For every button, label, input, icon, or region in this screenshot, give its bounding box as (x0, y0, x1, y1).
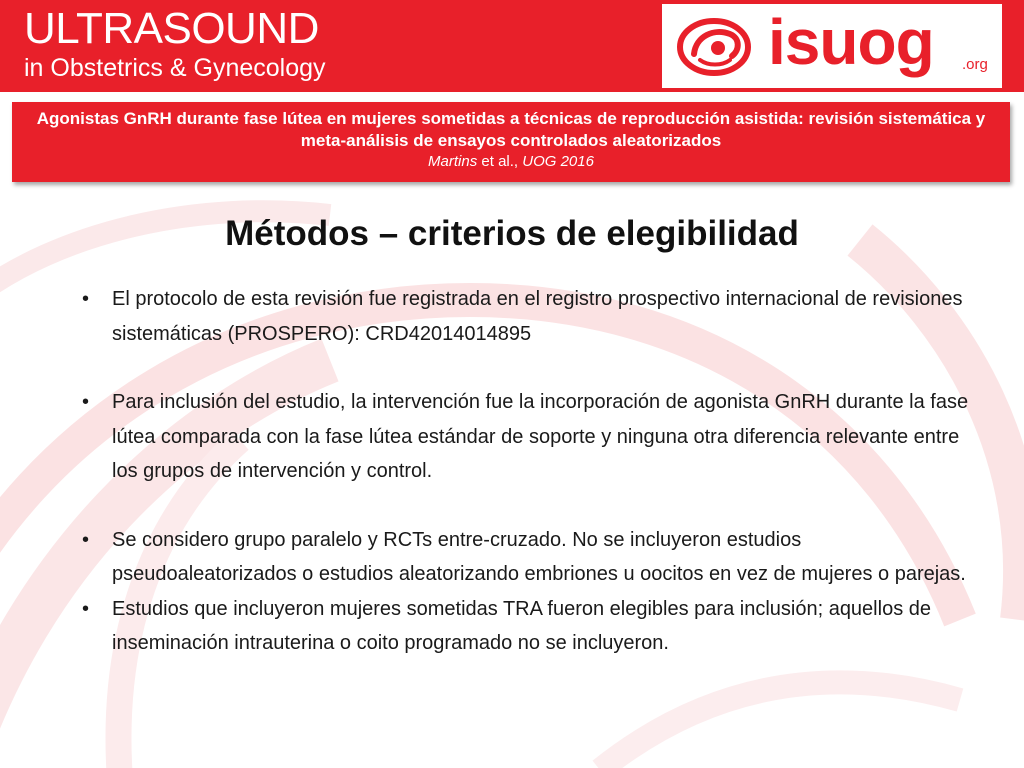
bullet-marker: • (82, 391, 90, 413)
citation-author: Martins (428, 153, 478, 170)
bullet-text: Estudios que incluyeron mujeres sometidas TRA fueron elegibles para inclusión; aquellos de inseminación intrauterina o coito programado no se incluyeron. (112, 597, 931, 654)
bullet-item-eligibility (70, 592, 970, 661)
isuog-mother-child-icon (674, 14, 756, 78)
isuog-logo-suffix: .org (962, 56, 988, 73)
bullet-item-prospero (70, 282, 970, 351)
bullet-item-study-design (70, 523, 970, 592)
bullet-list (70, 282, 970, 661)
bullet-marker: • (82, 597, 90, 620)
journal-header-bar (0, 0, 1024, 92)
citation-middle: et al., (477, 153, 523, 170)
isuog-logo[interactable] (662, 4, 1002, 88)
article-banner (12, 102, 1010, 182)
isuog-logo-text: isuog (768, 6, 934, 78)
section-heading: Métodos – criterios de elegibilidad (225, 214, 799, 253)
article-title: Agonistas GnRH durante fase lútea en mujeres sometidas a técnicas de reproducción asistida: revisión sistemática y meta-análisis de ensayos controlados aleatorizados (36, 109, 986, 150)
bullet-marker: • (82, 288, 90, 310)
bullet-marker: • (82, 528, 90, 551)
bullet-item-intervention (70, 385, 970, 489)
bullet-text: Para inclusión del estudio, la intervención fue la incorporación de agonista GnRH durante la fase lútea comparada con la fase lútea estándar de soporte y ninguna otra diferencia relevante entre los grupos de intervención y control. (112, 391, 969, 482)
bullet-text: El protocolo de esta revisión fue registrada en el registro prospectivo internacional de revisiones sistemáticas (PROSPERO): CRD42014014895 (112, 288, 963, 345)
journal-subtitle: in Obstetrics & Gynecology (24, 54, 326, 82)
article-citation (12, 152, 1010, 172)
citation-journal: UOG 2016 (522, 153, 594, 170)
bullet-text: Se considero grupo paralelo y RCTs entre-cruzado. No se incluyeron estudios pseudoaleatorizados o estudios aleatorizando embriones u oocitos en vez de mujeres o parejas. (112, 528, 966, 585)
journal-title: ULTRASOUND (24, 4, 319, 53)
